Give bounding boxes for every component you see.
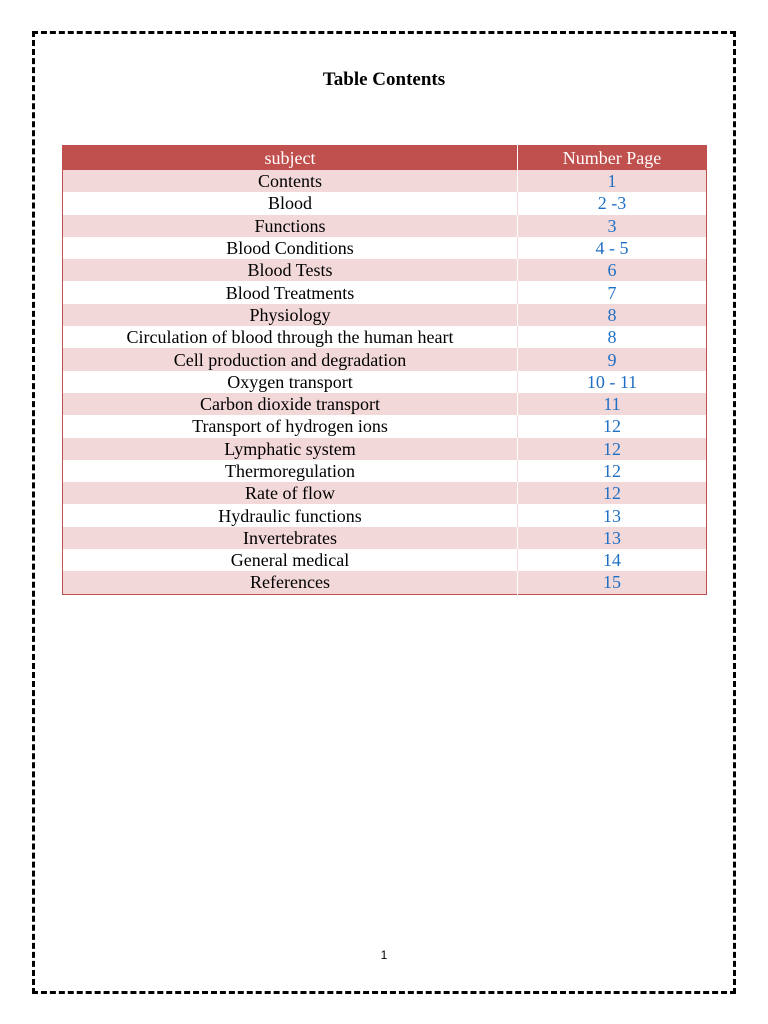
table-row [63, 326, 707, 348]
page-cell[interactable]: 1 [518, 170, 707, 192]
table-row [63, 215, 707, 237]
table-row [63, 527, 707, 549]
table-row [63, 192, 707, 214]
page-cell[interactable]: 12 [518, 438, 707, 460]
table-row [63, 304, 707, 326]
subject-cell: References [63, 571, 518, 594]
subject-cell: Blood Tests [63, 259, 518, 281]
subject-cell: Blood [63, 192, 518, 214]
table-row [63, 348, 707, 370]
table-row [63, 482, 707, 504]
subject-cell: General medical [63, 549, 518, 571]
page-cell[interactable]: 12 [518, 415, 707, 437]
page-cell[interactable]: 6 [518, 259, 707, 281]
table-row [63, 504, 707, 526]
table-row [63, 393, 707, 415]
page-cell[interactable]: 12 [518, 482, 707, 504]
page-cell[interactable]: 14 [518, 549, 707, 571]
table-row [63, 571, 707, 594]
subject-cell: Transport of hydrogen ions [63, 415, 518, 437]
subject-cell: Invertebrates [63, 527, 518, 549]
table-row [63, 170, 707, 192]
subject-cell: Circulation of blood through the human heart [63, 326, 518, 348]
page-cell[interactable]: 2 -3 [518, 192, 707, 214]
subject-cell: Carbon dioxide transport [63, 393, 518, 415]
subject-cell: Rate of flow [63, 482, 518, 504]
subject-cell: Lymphatic system [63, 438, 518, 460]
page-cell[interactable]: 4 - 5 [518, 237, 707, 259]
subject-cell: Blood Conditions [63, 237, 518, 259]
subject-cell: Functions [63, 215, 518, 237]
subject-cell: Blood Treatments [63, 281, 518, 303]
page-cell[interactable]: 13 [518, 504, 707, 526]
subject-cell: Thermoregulation [63, 460, 518, 482]
page-cell[interactable]: 15 [518, 571, 707, 594]
table-row [63, 259, 707, 281]
page-number: 1 [380, 948, 388, 962]
page-cell[interactable]: 3 [518, 215, 707, 237]
table-header-row [63, 146, 707, 171]
table-of-contents [62, 145, 707, 595]
table-row [63, 237, 707, 259]
page-cell[interactable]: 7 [518, 281, 707, 303]
subject-cell: Oxygen transport [63, 371, 518, 393]
table-row [63, 415, 707, 437]
page-cell[interactable]: 8 [518, 326, 707, 348]
table-row [63, 460, 707, 482]
subject-cell: Cell production and degradation [63, 348, 518, 370]
subject-cell: Physiology [63, 304, 518, 326]
table-row [63, 549, 707, 571]
page-cell[interactable]: 13 [518, 527, 707, 549]
column-header-subject: subject [63, 146, 518, 171]
page-cell[interactable]: 8 [518, 304, 707, 326]
page-title: Table Contents [322, 69, 446, 90]
table-row [63, 281, 707, 303]
column-header-page: Number Page [518, 146, 707, 171]
page-cell[interactable]: 9 [518, 348, 707, 370]
subject-cell: Hydraulic functions [63, 504, 518, 526]
table-row [63, 371, 707, 393]
table-row [63, 438, 707, 460]
page-cell[interactable]: 11 [518, 393, 707, 415]
page-cell[interactable]: 12 [518, 460, 707, 482]
page-cell[interactable]: 10 - 11 [518, 371, 707, 393]
subject-cell: Contents [63, 170, 518, 192]
